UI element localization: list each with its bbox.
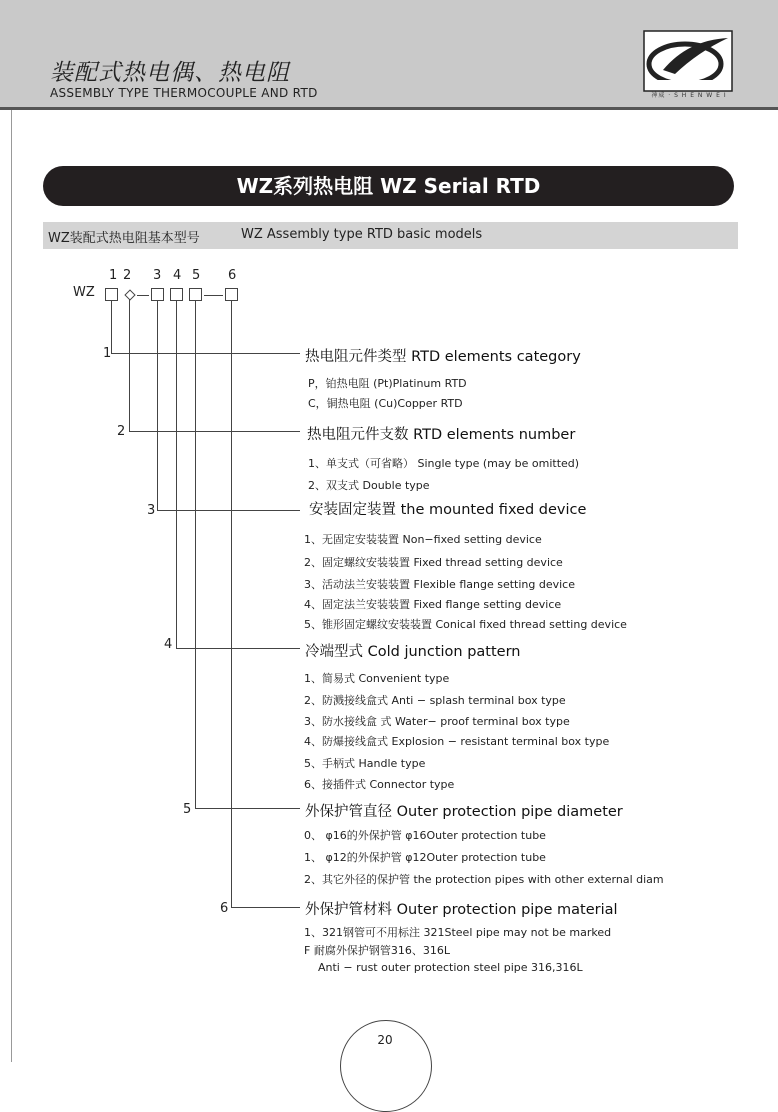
position-digit-3: 3 bbox=[153, 268, 162, 283]
connector-2-vertical bbox=[129, 299, 130, 431]
list-item: 2、防溅接线盒式 Anti − splash terminal box type bbox=[304, 694, 566, 707]
section-heading-5: 外保护管直径 Outer protection pipe diameter bbox=[305, 804, 623, 820]
connector-3-vertical bbox=[157, 301, 158, 510]
list-item: 4、防爆接线盒式 Explosion − resistant terminal box type bbox=[304, 735, 610, 748]
list-item: 1、简易式 Convenient type bbox=[304, 672, 450, 685]
section-heading-6: 外保护管材料 Outer protection pipe material bbox=[305, 902, 618, 918]
list-item: 0、 φ16的外保护管 φ16Outer protection tube bbox=[304, 829, 546, 842]
connector-5-horizontal bbox=[195, 808, 300, 809]
list-item: 6、接插件式 Connector type bbox=[304, 778, 455, 791]
model-prefix: WZ bbox=[73, 285, 95, 300]
position-digit-1: 1 bbox=[109, 268, 118, 283]
list-item: 2、固定螺纹安装装置 Fixed thread setting device bbox=[304, 556, 563, 569]
connector-6-vertical bbox=[231, 301, 232, 907]
code-dash bbox=[137, 295, 149, 296]
subheader-bar bbox=[43, 222, 738, 249]
header-title-cn: 装配式热电偶、热电阻 bbox=[50, 60, 290, 86]
code-box-4 bbox=[170, 288, 183, 301]
header-title-en: ASSEMBLY TYPE THERMOCOUPLE AND RTD bbox=[50, 86, 318, 100]
section-number-2: 2 bbox=[117, 424, 126, 439]
section-number-3: 3 bbox=[147, 503, 156, 518]
list-item: F 耐腐外保护钢管316、316L bbox=[304, 944, 450, 957]
position-digit-6: 6 bbox=[228, 268, 237, 283]
position-digit-5: 5 bbox=[192, 268, 201, 283]
connector-1-horizontal bbox=[111, 353, 300, 354]
code-diamond-2 bbox=[124, 289, 135, 300]
code-box-3 bbox=[151, 288, 164, 301]
shenwei-logo-icon bbox=[643, 30, 733, 92]
connector-4-vertical bbox=[176, 301, 177, 648]
left-margin-line bbox=[11, 110, 12, 1062]
section-number-6: 6 bbox=[220, 901, 229, 916]
list-item: 4、固定法兰安装装置 Fixed flange setting device bbox=[304, 598, 562, 611]
subheader-en: WZ Assembly type RTD basic models bbox=[241, 227, 483, 242]
list-item: 1、 φ12的外保护管 φ12Outer protection tube bbox=[304, 851, 546, 864]
connector-5-vertical bbox=[195, 301, 196, 808]
list-item: 2、双支式 Double type bbox=[308, 479, 430, 492]
section-number-5: 5 bbox=[183, 802, 192, 817]
list-item: 5、锥形固定螺纹安装装置 Conical fixed thread setting device bbox=[304, 618, 627, 631]
list-item: 2、其它外径的保护管 the protection pipes with other external diam bbox=[304, 873, 664, 886]
section-number-4: 4 bbox=[164, 637, 173, 652]
subheader-cn: WZ装配式热电阻基本型号 bbox=[48, 231, 200, 246]
code-box-6 bbox=[225, 288, 238, 301]
section-number-1: 1 bbox=[103, 346, 112, 361]
code-dash bbox=[204, 295, 223, 296]
list-item: 5、手柄式 Handle type bbox=[304, 757, 426, 770]
section-heading-1: 热电阻元件类型 RTD elements category bbox=[305, 349, 581, 365]
list-item: 1、单支式（可省略） Single type (may be omitted) bbox=[308, 457, 580, 470]
connector-3-horizontal bbox=[157, 510, 300, 511]
connector-6-horizontal bbox=[231, 907, 300, 908]
page-number: 20 bbox=[377, 1033, 393, 1047]
section-heading-4: 冷端型式 Cold junction pattern bbox=[305, 644, 521, 660]
section-heading-3: 安装固定装置 the mounted fixed device bbox=[309, 502, 587, 518]
list-item: 1、321钢管可不用标注 321Steel pipe may not be marked bbox=[304, 926, 612, 939]
list-item: Anti − rust outer protection steel pipe 316,316L bbox=[318, 961, 583, 974]
list-item: 1、无固定安装装置 Non−fixed setting device bbox=[304, 533, 542, 546]
list-item: P，铂热电阻 (Pt)Platinum RTD bbox=[308, 377, 467, 390]
code-box-5 bbox=[189, 288, 202, 301]
logo-caption: 神威 · S H E N W E I bbox=[651, 92, 727, 99]
list-item: 3、活动法兰安装装置 Flexible flange setting device bbox=[304, 578, 575, 591]
header-divider bbox=[0, 107, 778, 110]
section-banner: WZ系列热电阻 WZ Serial RTD bbox=[43, 166, 734, 206]
section-heading-2: 热电阻元件支数 RTD elements number bbox=[307, 427, 576, 443]
code-box-1 bbox=[105, 288, 118, 301]
list-item: C，铜热电阻 (Cu)Copper RTD bbox=[308, 397, 463, 410]
list-item: 3、防水接线盒 式 Water− proof terminal box type bbox=[304, 715, 570, 728]
position-digit-4: 4 bbox=[173, 268, 182, 283]
position-digit-2: 2 bbox=[123, 268, 132, 283]
connector-2-horizontal bbox=[129, 431, 300, 432]
